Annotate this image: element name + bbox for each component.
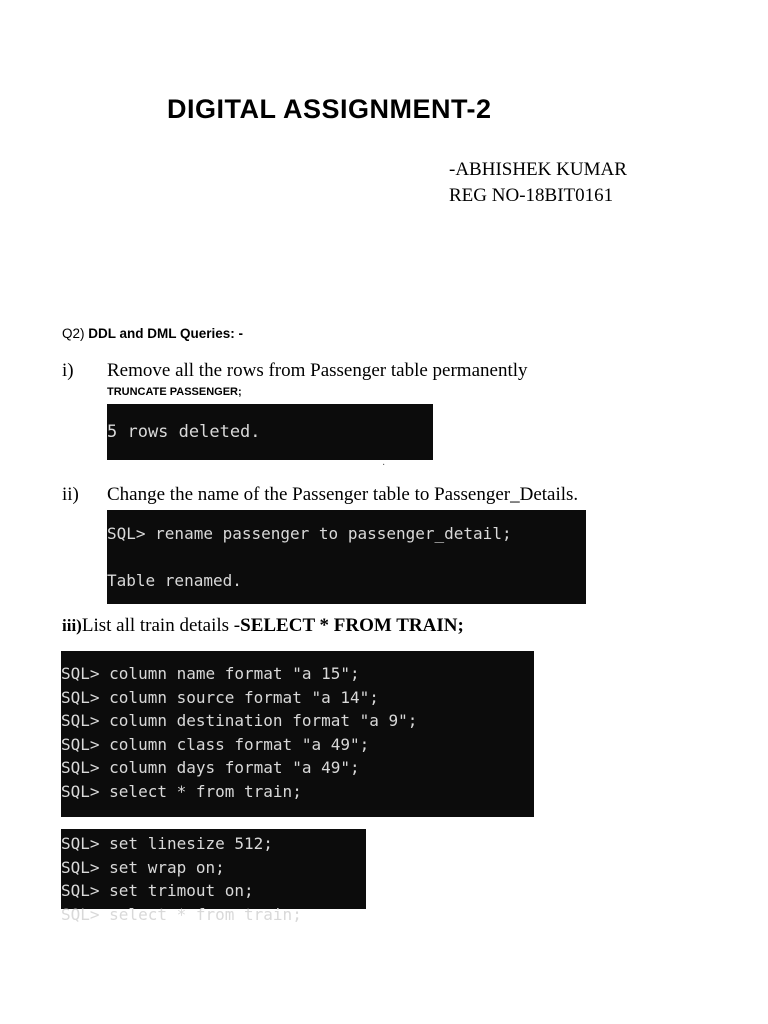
question-3 — [62, 615, 464, 637]
terminal-line: SQL> set wrap on; — [61, 857, 225, 877]
section-heading — [62, 326, 243, 341]
question-3-number: iii) — [62, 616, 82, 635]
terminal-line: SQL> column name format "a 15"; — [61, 664, 360, 683]
terminal-line: Table renamed. — [107, 571, 242, 591]
question-2-text: Change the name of the Passenger table to Passenger_Details. — [107, 484, 579, 505]
terminal-line: SQL> column class format "a 49"; — [61, 734, 370, 754]
author-block — [449, 157, 627, 209]
reg-number: REG NO-18BIT0161 — [449, 185, 614, 206]
section-title: DDL and DML Queries: - — [88, 326, 244, 341]
question-1-number: i) — [62, 360, 74, 381]
terminal-line: SQL> column destination format "a 9"; — [61, 711, 418, 731]
terminal-output-3 — [61, 651, 534, 817]
terminal-line: 5 rows deleted. — [107, 422, 261, 442]
terminal-output-4 — [61, 829, 366, 924]
terminal-line: SQL> set trimout on; — [61, 881, 254, 901]
stray-dot: · — [382, 460, 386, 471]
terminal-line: SQL> set linesize 512; — [61, 834, 273, 853]
terminal-line: SQL> column days format "a 49"; — [61, 758, 360, 778]
question-2-number: ii) — [62, 484, 79, 505]
question-1-text: Remove all the rows from Passenger table permanently — [107, 360, 528, 381]
terminal-line — [107, 546, 586, 570]
terminal-output-1 — [107, 404, 433, 460]
question-3-sql: SELECT * FROM TRAIN; — [240, 615, 464, 636]
terminal-line: SQL> select * from train; — [61, 781, 302, 801]
question-1-sql: TRUNCATE PASSENGER; — [107, 386, 242, 398]
document-title: DIGITAL ASSIGNMENT-2 — [167, 94, 492, 124]
terminal-output-2 — [107, 510, 586, 604]
terminal-line: SQL> rename passenger to passenger_detail; — [107, 524, 512, 543]
terminal-line: SQL> column source format "a 14"; — [61, 687, 379, 707]
terminal-line: SQL> select * from train; — [61, 904, 302, 924]
question-3-text: List all train details - — [81, 615, 241, 636]
author-name: -ABHISHEK KUMAR — [449, 159, 627, 180]
section-prefix: Q2) — [62, 326, 85, 341]
